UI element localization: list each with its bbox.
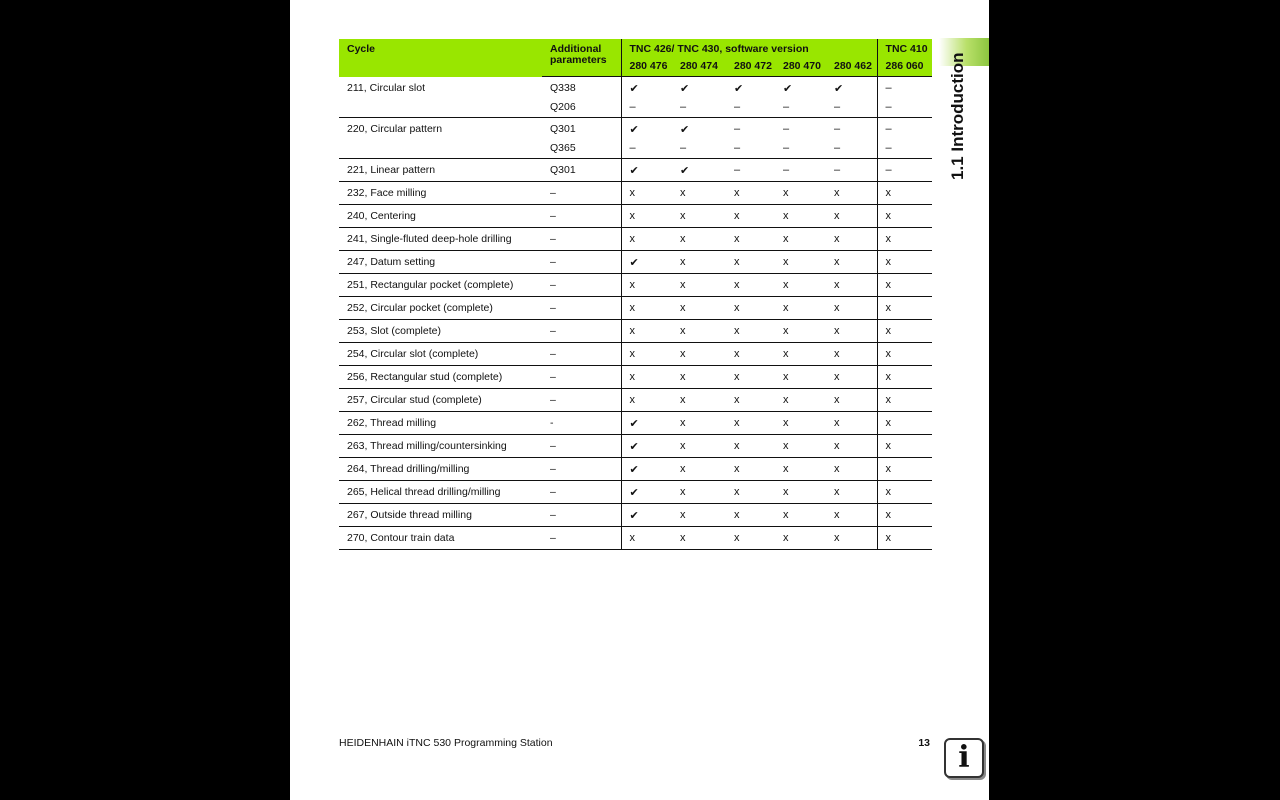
version-support-cell: x [826,527,877,550]
version-support-cell: x [621,228,672,251]
version-support-cell: x [775,504,826,527]
version-support-cell: – [877,97,932,118]
version-support-cell: – [726,159,775,182]
version-support-cell: x [877,458,932,481]
page-number: 13 [918,737,930,749]
table-row [339,97,932,118]
version-support-cell: x [775,205,826,228]
parameter-cell: – [542,320,621,343]
version-support-cell: x [726,412,775,435]
version-support-cell: ✔ [621,458,672,481]
version-support-cell: – [877,118,932,139]
cycle-cell: 253, Slot (complete) [339,320,542,343]
table-row [339,320,932,343]
table-row [339,343,932,366]
header-cycle: Cycle [339,39,542,77]
version-support-cell: – [834,123,841,135]
header-version: 280 474 [672,60,726,77]
table-row [339,251,932,274]
version-support-cell: x [726,228,775,251]
version-support-cell: x [877,182,932,205]
version-support-cell: ✔ [621,251,672,274]
version-support-cell: x [826,435,877,458]
version-support-cell: x [775,458,826,481]
version-support-cell: x [775,527,826,550]
version-support-cell: x [775,251,826,274]
header-version: 286 060 [877,60,932,77]
version-support-cell: x [672,297,726,320]
version-support-cell: x [826,366,877,389]
version-support-cell: x [877,343,932,366]
cycle-cell: 232, Face milling [339,182,542,205]
version-support-cell: – [621,97,672,118]
parameter-cell: – [542,205,621,228]
version-support-cell: x [672,205,726,228]
version-support-cell: x [672,458,726,481]
version-support-cell: x [826,481,877,504]
version-support-cell: x [672,228,726,251]
version-support-cell: – [775,97,826,118]
version-support-cell: x [621,205,672,228]
table-row [339,182,932,205]
version-support-cell: x [672,435,726,458]
version-support-cell: – [734,123,741,135]
table-row [339,366,932,389]
parameter-cell: – [542,527,621,550]
version-support-cell: x [877,297,932,320]
version-support-cell: x [877,228,932,251]
version-support-cell: x [775,366,826,389]
table-row [339,458,932,481]
parameter-cell: – [542,228,621,251]
parameter-cell: – [542,274,621,297]
table-row [339,435,932,458]
parameter-cell: – [542,251,621,274]
version-support-cell: x [775,320,826,343]
parameter-cell: – [542,343,621,366]
version-support-cell: x [877,251,932,274]
version-support-cell: ✔ [621,77,672,98]
table-row [339,274,932,297]
table-row [339,228,932,251]
version-support-cell: x [877,435,932,458]
version-support-cell: x [726,274,775,297]
version-support-cell: x [726,389,775,412]
parameter-cell: Q206 [542,97,621,118]
version-support-cell: ✔ [680,123,690,136]
version-support-cell: x [826,343,877,366]
header-additional-parameters: Additional parameters [542,39,621,77]
version-support-cell: x [726,251,775,274]
version-support-cell: ✔ [621,481,672,504]
version-support-cell: ✔ [734,82,744,95]
version-support-cell: – [621,138,672,159]
cycle-cell [339,97,542,118]
version-support-cell: ✔ [783,82,793,95]
parameter-cell: – [542,458,621,481]
version-support-cell: x [621,320,672,343]
version-support-cell: – [877,159,932,182]
version-support-cell: x [877,366,932,389]
version-support-cell: x [826,228,877,251]
cycle-cell: 240, Centering [339,205,542,228]
cycle-cell: 252, Circular pocket (complete) [339,297,542,320]
parameter-cell: - [542,412,621,435]
version-support-cell: – [726,97,775,118]
version-support-cell: – [775,159,826,182]
version-support-cell: – [826,138,877,159]
version-support-cell: x [726,343,775,366]
version-support-cell: – [672,138,726,159]
info-icon[interactable] [944,738,984,778]
version-support-cell: x [877,412,932,435]
table-row [339,205,932,228]
version-support-cell: x [672,481,726,504]
header-version: 280 476 [621,60,672,77]
version-support-cell: x [775,343,826,366]
parameter-cell: – [542,481,621,504]
version-support-cell: – [775,138,826,159]
version-support-cell: x [775,297,826,320]
version-support-cell: x [826,412,877,435]
parameter-cell: Q301 [550,123,576,135]
version-support-cell: x [726,504,775,527]
table-row [339,118,932,139]
cycle-cell: 267, Outside thread milling [339,504,542,527]
table-row [339,297,932,320]
version-support-cell: x [877,481,932,504]
version-support-cell: ✔ [621,504,672,527]
version-support-cell: x [877,205,932,228]
version-support-cell: x [877,274,932,297]
parameter-cell: – [542,366,621,389]
header-version: 280 462 [826,60,877,77]
cycle-cell: 263, Thread milling/countersinking [339,435,542,458]
cycle-cell: 254, Circular slot (complete) [339,343,542,366]
version-support-cell: x [775,412,826,435]
version-support-cell: x [826,504,877,527]
version-support-cell: x [775,389,826,412]
version-support-cell: x [775,228,826,251]
version-support-cell: – [826,159,877,182]
version-support-cell: x [672,527,726,550]
version-support-cell: x [726,527,775,550]
version-support-cell: ✔ [680,82,690,95]
cycle-cell: 262, Thread milling [339,412,542,435]
cycle-cell: 211, Circular slot [347,81,426,94]
version-support-cell: x [826,458,877,481]
version-support-cell: x [826,274,877,297]
version-support-cell: ✔ [621,435,672,458]
cycle-cell: 251, Rectangular pocket (complete) [339,274,542,297]
header-version: 280 470 [775,60,826,77]
version-support-cell: x [621,389,672,412]
version-support-cell: x [775,481,826,504]
version-support-cell: x [826,205,877,228]
version-support-cell: x [826,320,877,343]
parameter-cell: – [542,297,621,320]
version-support-cell: – [672,97,726,118]
version-support-cell: x [826,297,877,320]
table-body [339,77,932,550]
version-support-cell: x [726,481,775,504]
cycle-cell: 221, Linear pattern [339,159,542,182]
version-support-cell: ✔ [834,82,844,95]
version-support-cell: x [877,389,932,412]
cycle-compatibility-table [339,39,932,550]
version-support-cell: x [726,205,775,228]
cycle-cell: 247, Datum setting [339,251,542,274]
parameter-cell: – [542,435,621,458]
parameter-cell: Q301 [542,159,621,182]
version-support-cell: x [826,251,877,274]
table-row [339,412,932,435]
cycle-cell: 270, Contour train data [339,527,542,550]
table-row [339,138,932,159]
header-tnc426-430: TNC 426/ TNC 430, software version [621,39,877,60]
version-support-cell: x [826,389,877,412]
version-support-cell: x [672,251,726,274]
version-support-cell: x [672,320,726,343]
version-support-cell: x [877,504,932,527]
cycle-cell: 220, Circular pattern [347,123,443,135]
version-support-cell: ✔ [621,412,672,435]
table-row [339,159,932,182]
version-support-cell: x [726,320,775,343]
version-support-cell: ✔ [672,159,726,182]
version-support-cell: x [621,274,672,297]
cycle-cell: 257, Circular stud (complete) [339,389,542,412]
version-support-cell: x [672,343,726,366]
header-tnc410: TNC 410 [877,39,932,60]
version-support-cell: ✔ [621,118,672,139]
table-row [339,504,932,527]
parameter-cell: Q338 [550,82,576,94]
table-row [339,389,932,412]
table-row [339,527,932,550]
version-support-cell: x [672,389,726,412]
version-support-cell: x [775,435,826,458]
version-support-cell: – [783,123,790,135]
version-support-cell: x [877,527,932,550]
cycle-cell: 256, Rectangular stud (complete) [339,366,542,389]
cycle-cell: 265, Helical thread drilling/milling [339,481,542,504]
version-support-cell: ✔ [621,159,672,182]
version-support-cell: x [726,182,775,205]
version-support-cell: x [726,435,775,458]
header-version: 280 472 [726,60,775,77]
version-support-cell: x [621,366,672,389]
section-title: 1.1 Introduction [948,52,967,180]
version-support-cell: x [672,182,726,205]
parameter-cell: Q365 [542,138,621,159]
version-support-cell: x [775,274,826,297]
version-support-cell: x [726,366,775,389]
footer-title: HEIDENHAIN iTNC 530 Programming Station [339,737,553,749]
cycle-cell [339,138,542,159]
version-support-cell: x [672,412,726,435]
version-support-cell: x [877,320,932,343]
version-support-cell: – [877,138,932,159]
version-support-cell: x [672,366,726,389]
version-support-cell: – [877,77,932,98]
version-support-cell: x [672,504,726,527]
cycle-cell: 241, Single-fluted deep-hole drilling [339,228,542,251]
version-support-cell: x [726,458,775,481]
version-support-cell: x [826,182,877,205]
info-glyph: i [958,740,970,775]
version-support-cell: x [775,182,826,205]
table-row [339,77,932,98]
table-row [339,481,932,504]
cycle-cell: 264, Thread drilling/milling [339,458,542,481]
version-support-cell: x [726,297,775,320]
version-support-cell: x [621,182,672,205]
version-support-cell: – [726,138,775,159]
parameter-cell: – [542,389,621,412]
version-support-cell: – [826,97,877,118]
version-support-cell: x [621,527,672,550]
version-support-cell: x [621,297,672,320]
parameter-cell: – [542,182,621,205]
version-support-cell: x [621,343,672,366]
parameter-cell: – [542,504,621,527]
version-support-cell: x [672,274,726,297]
